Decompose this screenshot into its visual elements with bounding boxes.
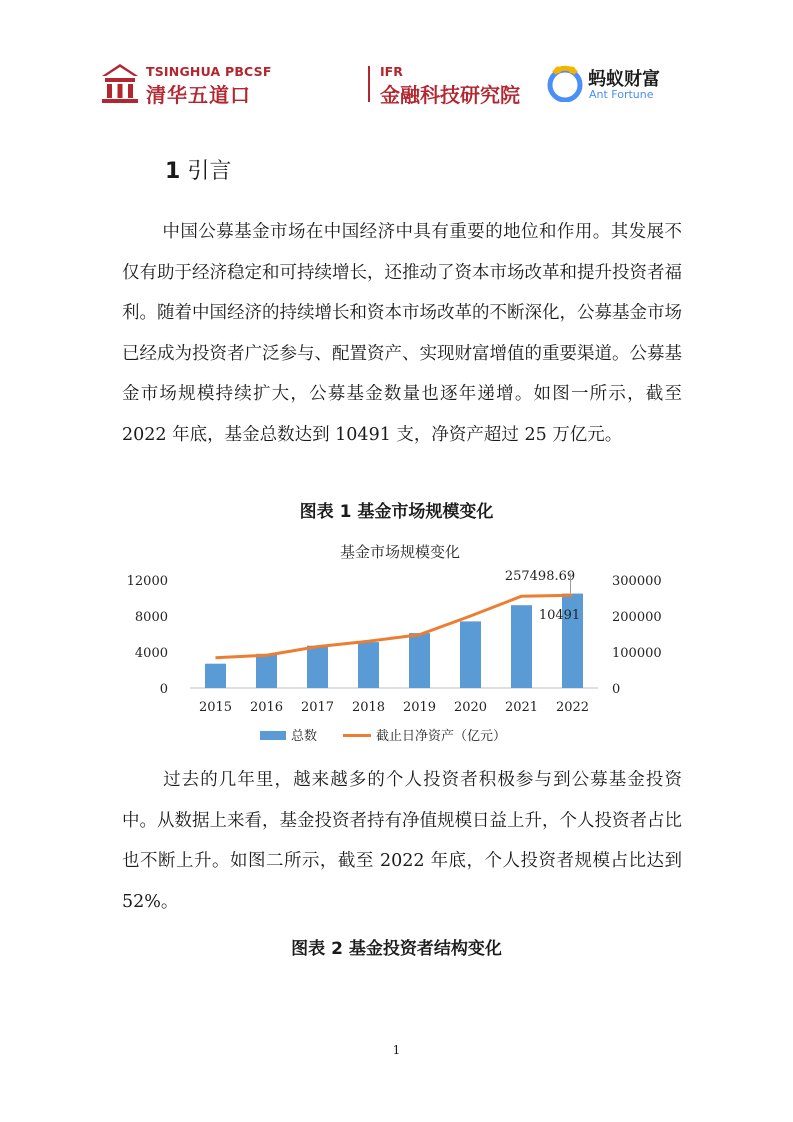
bar-2019 (409, 633, 430, 688)
legend-bar-swatch (260, 731, 286, 740)
left-axis-ticks (127, 574, 168, 697)
figure-2-caption: 图表 2 基金投资者结构变化 (291, 939, 502, 959)
bar-2016 (256, 654, 277, 688)
right-axis-tick-2: 200000 (612, 610, 662, 625)
net-assets-2022-label: 257498.69 (504, 569, 576, 584)
tsinghua-chinese-name: 清华五道口 (146, 83, 251, 107)
investor-paragraph (122, 760, 682, 922)
bar-2018 (358, 642, 379, 688)
bar-series-total (205, 594, 583, 688)
right-axis-tick-0: 0 (612, 682, 621, 697)
tsinghua-pbcsf-logo (100, 62, 520, 107)
x-tick-2018: 2018 (351, 700, 386, 715)
legend-bar-label: 总数 (291, 729, 318, 744)
tsinghua-english-name: TSINGHUA PBCSF (146, 64, 272, 79)
left-axis-tick-2: 8000 (134, 610, 168, 625)
bar-2017 (307, 646, 328, 688)
left-axis-tick-1: 4000 (134, 646, 168, 661)
legend-line-label: 截止日净资产（亿元） (376, 729, 507, 744)
tsinghua-gate-icon (100, 62, 140, 104)
x-tick-2016: 2016 (249, 700, 284, 715)
section-heading (165, 154, 231, 185)
logo-divider (368, 66, 370, 102)
ifr-chinese-name: 金融科技研究院 (380, 83, 520, 107)
ant-fortune-icon (546, 64, 584, 102)
ant-fortune-english-name: Ant Fortune (589, 88, 654, 101)
ant-fortune-chinese-name: 蚂蚁财富 (588, 69, 660, 90)
right-axis-ticks (612, 574, 662, 697)
bar-2020 (460, 621, 481, 688)
right-axis-tick-3: 300000 (612, 574, 662, 589)
bar-2015 (205, 664, 226, 688)
x-tick-2020: 2020 (453, 700, 488, 715)
section-title: 引言 (187, 159, 232, 184)
chart-legend (260, 728, 506, 744)
left-axis-tick-3: 12000 (126, 574, 168, 589)
fund-market-scale-chart (110, 535, 670, 755)
page-number: 1 (392, 1043, 401, 1057)
intro-paragraph (122, 212, 682, 455)
right-axis-tick-1: 100000 (612, 646, 662, 661)
x-tick-2017: 2017 (300, 700, 335, 715)
section-number: 1 (165, 159, 181, 184)
figure-1-caption: 图表 1 基金市场规模变化 (299, 502, 494, 522)
ifr-abbreviation: IFR (380, 64, 403, 79)
fund-count-2022-label: 10491 (538, 608, 581, 623)
ant-fortune-logo (546, 62, 686, 106)
x-tick-2019: 2019 (402, 700, 437, 715)
intro-paragraph-text: 中国公募基金市场在中国经济中具有重要的地位和作用。其发展不仅有助于经济稳定和可持续增长，还推动了资本市场改革和提升投资者福利。随着中国经济的持续增长和资本市场改革的不断深化，公募基金市场已经成为投资者广泛参与、配置资产、实现财富增值的重要渠道。公募基金市场规模持续扩大，公募基金数量也逐年递增。如图一所示，截至 2022 年底，基金总数达到 10491 支，净资产超过 25 万亿元。 (122, 222, 682, 445)
x-axis-ticks (199, 700, 589, 715)
x-tick-2021: 2021 (504, 700, 539, 715)
chart-title: 基金市场规模变化 (339, 543, 461, 561)
bar-2021 (511, 605, 532, 688)
x-tick-2015: 2015 (198, 700, 233, 715)
left-axis-tick-0: 0 (159, 682, 168, 697)
investor-paragraph-text: 过去的几年里，越来越多的个人投资者积极参与到公募基金投资中。从数据上来看，基金投资者持有净值规模日益上升，个人投资者占比也不断上升。如图二所示，截至 2022 年底，个人投资者规模占比达到 52%。 (122, 770, 682, 912)
x-tick-2022: 2022 (555, 700, 590, 715)
